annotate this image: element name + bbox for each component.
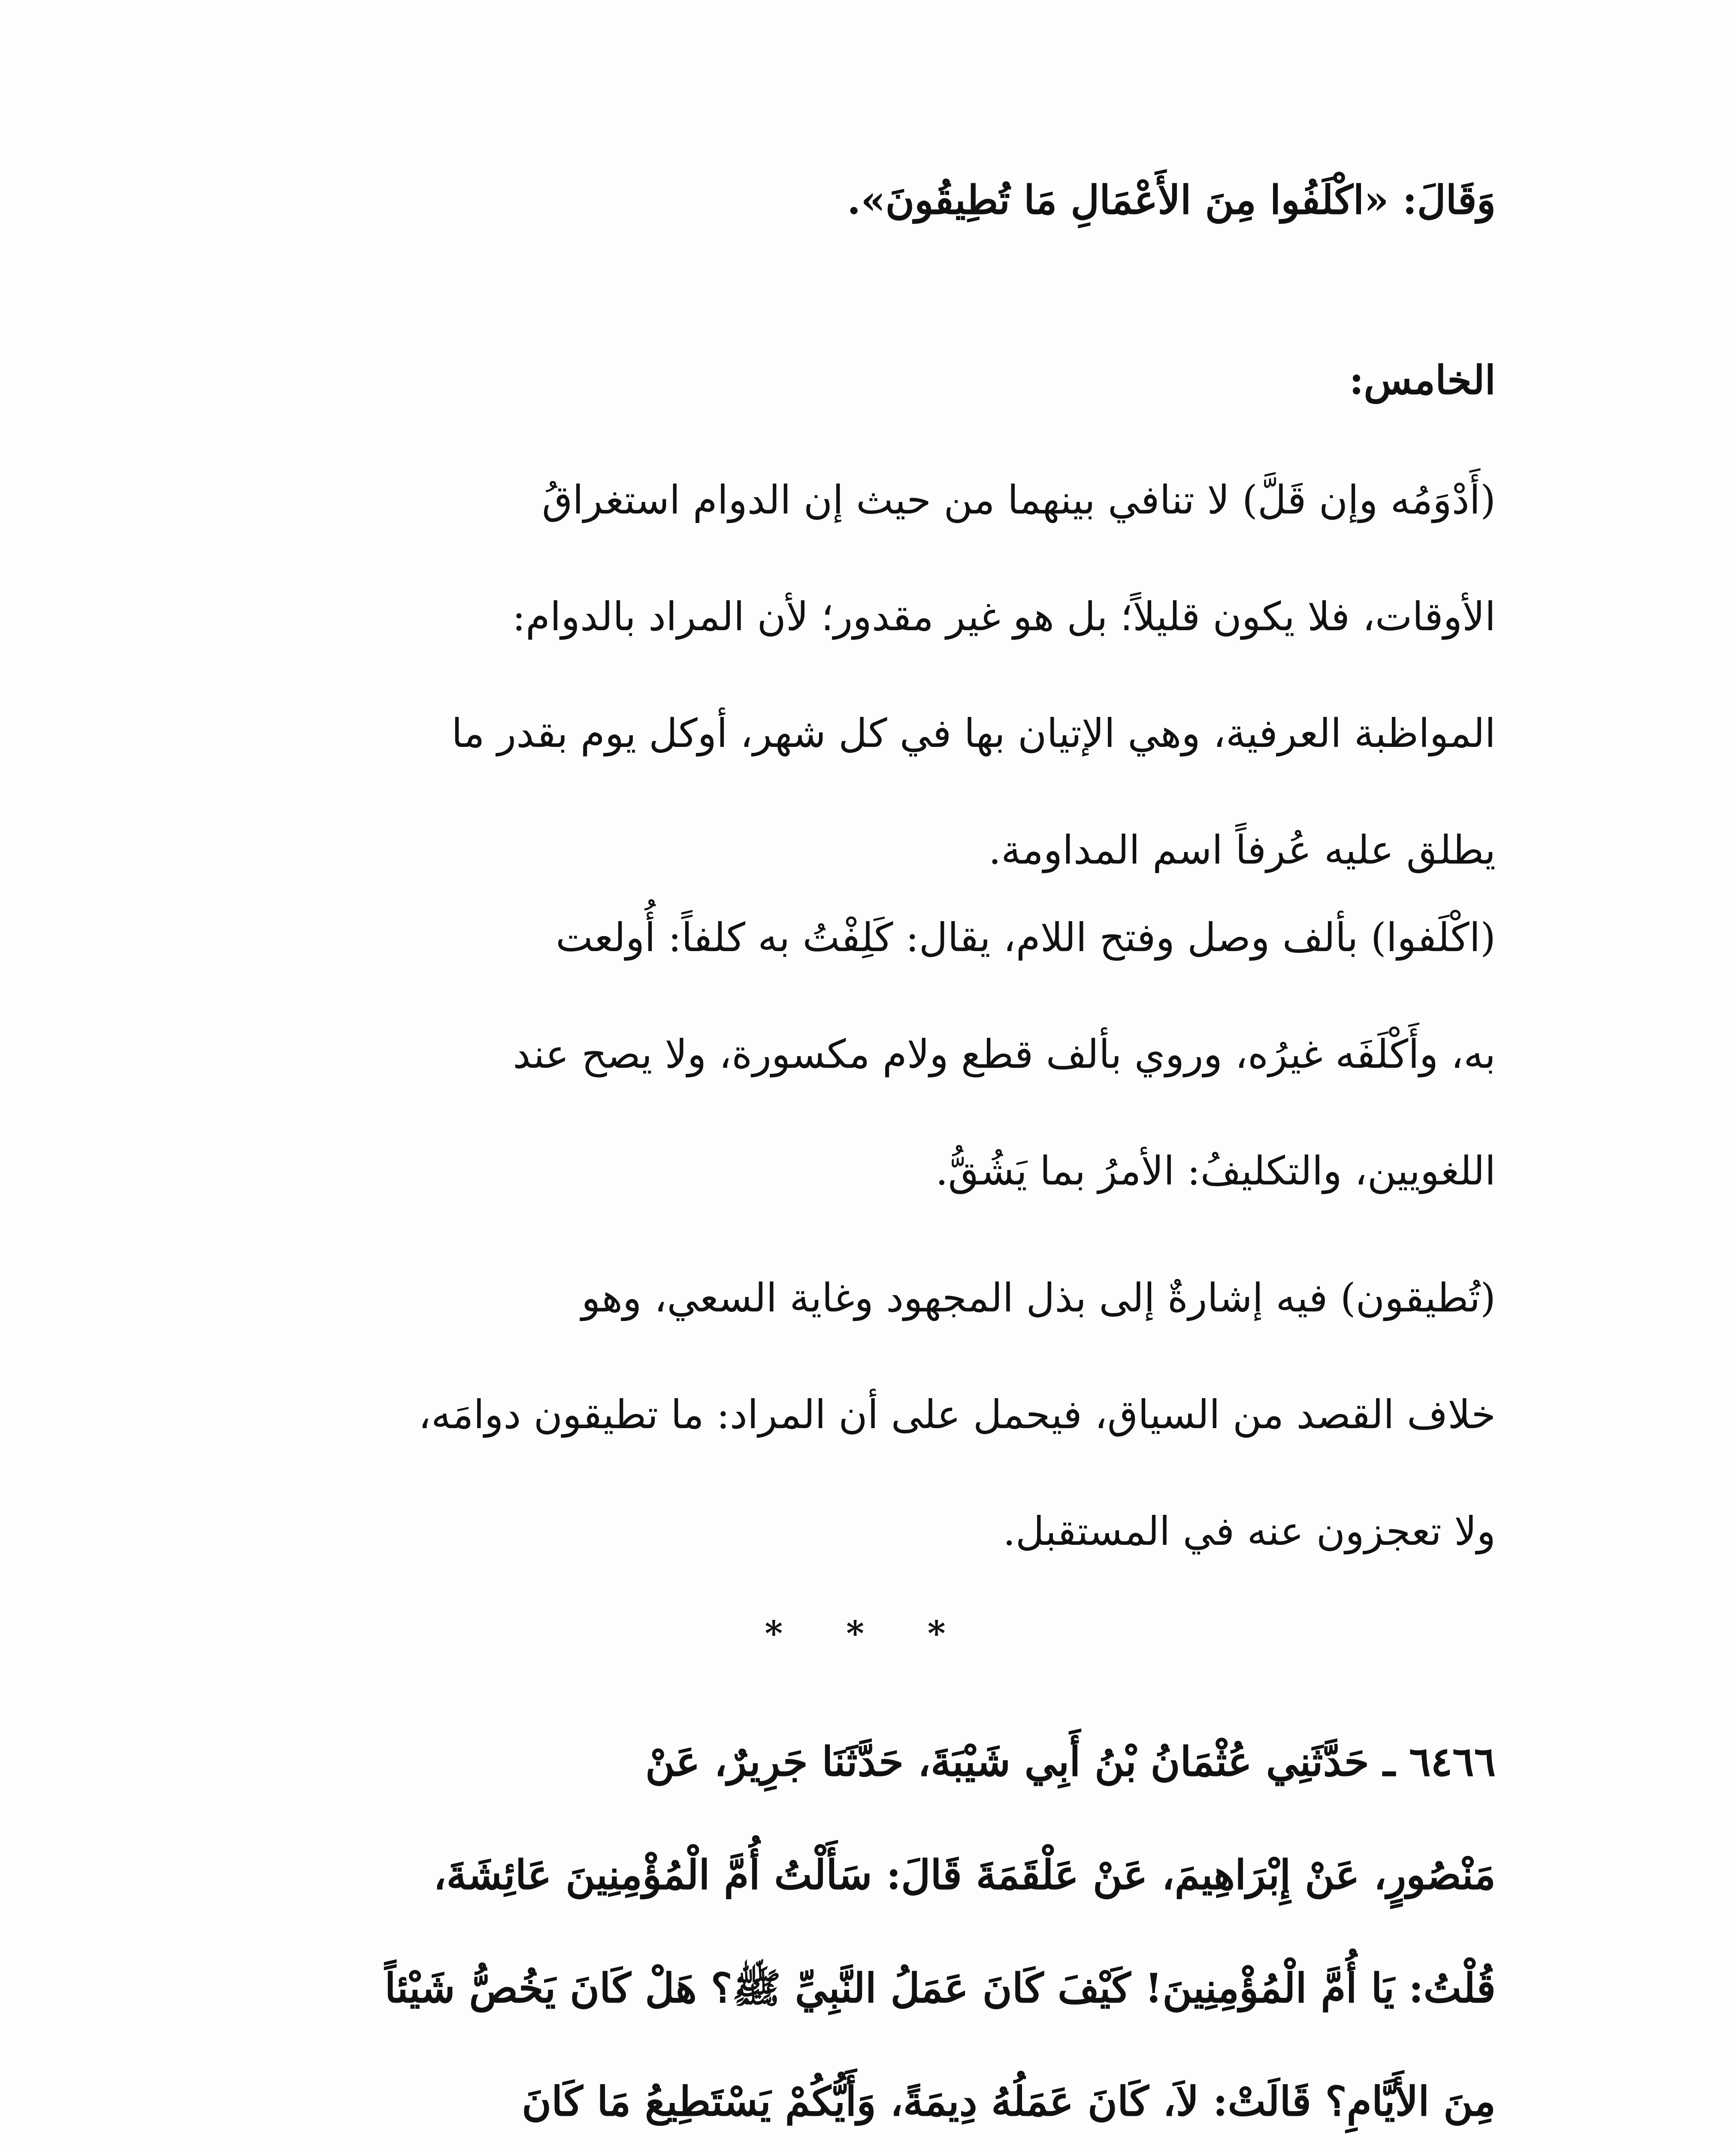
- hadith-line: ٦٤٦٦ ـ حَدَّثَنِي عُثْمَانُ بْنُ أَبِي شَيْبَةَ، حَدَّثَنَا جَرِيرٌ، عَنْ: [645, 1738, 1496, 1785]
- section-separator: * * *: [765, 1613, 971, 1653]
- paragraph-line: يطلق عليه عُرفاً اسم المداومة.: [988, 827, 1496, 873]
- paragraph-line: اللغويين، والتكليفُ: الأمرُ بما يَشُقُّ.: [935, 1148, 1496, 1194]
- quote-text: وَقَالَ: «اكْلَفُوا مِنَ الأَعْمَالِ مَا تُطِيقُونَ».: [847, 177, 1496, 223]
- heading-text: الخامس:: [1349, 357, 1496, 403]
- hadith-quote: [234, 177, 1496, 223]
- paragraph-line: (أَدْوَمُه وإن قَلَّ) لا تنافي بينهما من حيث إن الدوام استغراقُ: [541, 477, 1496, 523]
- commentary-paragraph-1: [234, 477, 1496, 873]
- commentary-paragraph-3: [234, 1275, 1496, 1554]
- paragraph-line: المواظبة العرفية، وهي الإتيان بها في كل شهر، أوكل يوم بقدر ما: [451, 710, 1496, 756]
- paragraph-line: (اكْلَفوا) بألف وصل وفتح اللام، يقال: كَلِفْتُ به كلفاً: أُولعت: [556, 915, 1496, 961]
- paragraph-line: ولا تعجزون عنه في المستقبل.: [1003, 1508, 1496, 1554]
- hadith-text: [234, 1738, 1496, 2145]
- paragraph-line: خلاف القصد من السياق، فيحمل على أن المراد: ما تطيقون دوامَه،: [418, 1392, 1496, 1438]
- hadith-line: قُلْتُ: يَا أُمَّ الْمُؤْمِنِينَ! كَيْفَ كَانَ عَمَلُ النَّبِيِّ ﷺ؟ هَلْ كَانَ يَخُصُّ شَيْئاً: [384, 1965, 1496, 2012]
- hadith-line: مِنَ الأَيَّامِ؟ قَالَتْ: لاَ، كَانَ عَمَلُهُ دِيمَةً، وَأَيُّكُمْ يَسْتَطِيعُ مَا كَانَ: [522, 2078, 1496, 2125]
- commentary-paragraph-2: [234, 915, 1496, 1194]
- paragraph-line: به، وأَكْلَفَه غيرُه، وروي بألف قطع ولام مكسورة، ولا يصح عند: [513, 1031, 1496, 1077]
- hadith-line: مَنْصُورٍ، عَنْ إِبْرَاهِيمَ، عَنْ عَلْقَمَةَ قَالَ: سَأَلْتُ أُمَّ الْمُؤْمِنِينَ عَائِشَةَ،: [433, 1852, 1496, 1899]
- paragraph-line: الأوقات، فلا يكون قليلاً؛ بل هو غير مقدور؛ لأن المراد بالدوام:: [512, 594, 1496, 640]
- paragraph-line: (تُطيقون) فيه إشارةٌ إلى بذل المجهود وغاية السعي، وهو: [581, 1275, 1496, 1321]
- section-heading: [234, 357, 1496, 403]
